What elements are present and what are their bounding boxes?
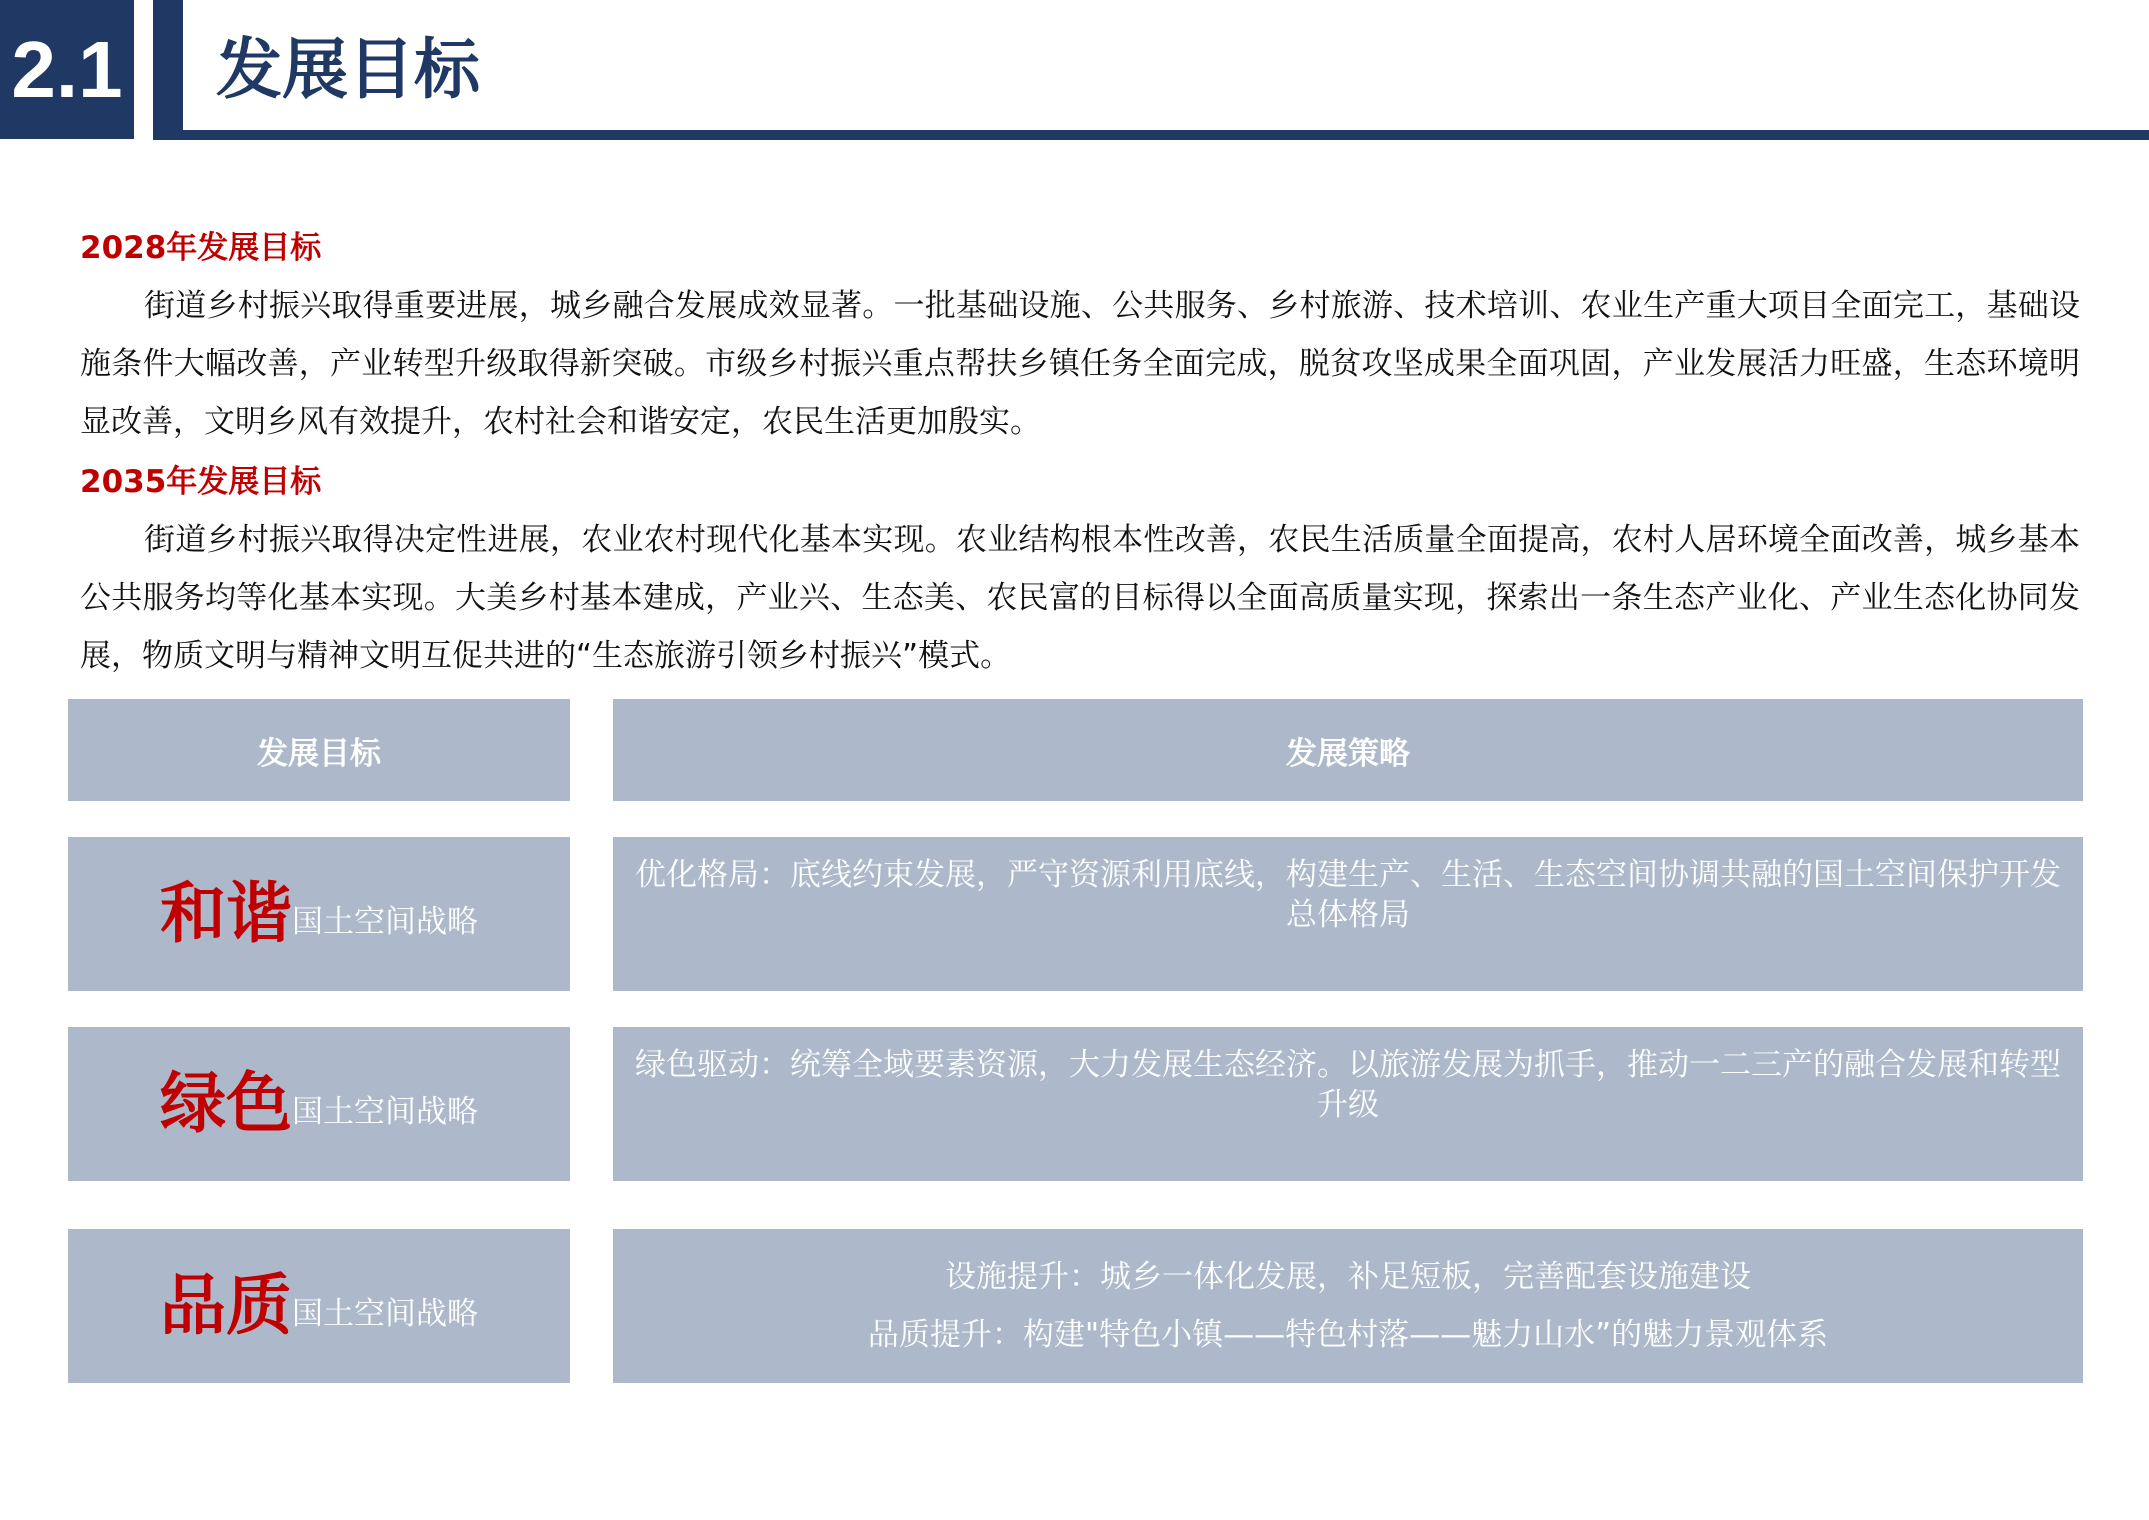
- page-title: 发展目标: [216, 31, 480, 108]
- keyword-suffix: 国土空间战略: [292, 1094, 478, 1130]
- section-number-badge: [0, 0, 134, 139]
- keyword-quality: 品质: [160, 1267, 292, 1344]
- goal-2035-heading: 2035年发展目标: [80, 464, 322, 500]
- table-header-strategy-label: 发展策略: [1286, 735, 1410, 772]
- goal-2035-text: 街道乡村振兴取得决定性进展，农业农村现代化基本实现。农业结构根本性改善，农民生活质量全面提高，农村人居环境全面改善，城乡基本公共服务均等化基本实现。大美乡村基本建成，产业兴、生态美、农民富的目标得以全面高质量实现，探索出一条生态产业化、产业生态化协同发展，物质文明与精神文明互促共进的“生态旅游引领乡村振兴”模式。: [80, 522, 2080, 674]
- table-row-harmony-goal: [68, 837, 570, 991]
- table-header-goal: [68, 699, 570, 801]
- strategy-text: 设施提升：城乡一体化发展，补足短板，完善配套设施建设: [945, 1259, 1751, 1295]
- keyword-green: 绿色: [160, 1065, 292, 1142]
- keyword-suffix: 国土空间战略: [292, 1296, 478, 1332]
- goal-2028-text: 街道乡村振兴取得重要进展，城乡融合发展成效显著。一批基础设施、公共服务、乡村旅游、技术培训、农业生产重大项目全面完工，基础设施条件大幅改善，产业转型升级取得新突破。市级乡村振兴重点帮扶乡镇任务全面完成，脱贫攻坚成果全面巩固，产业发展活力旺盛，生态环境明显改善，文明乡风有效提升，农村社会和谐安定，农民生活更加殷实。: [80, 288, 2080, 440]
- goal-2028-heading: 2028年发展目标: [80, 230, 322, 266]
- title-underline: [153, 130, 2149, 140]
- table-row-quality-goal: [68, 1229, 570, 1383]
- table-header-strategy: [613, 699, 2083, 801]
- section-number: 2.1: [11, 24, 123, 114]
- strategy-text: 绿色驱动：统筹全域要素资源，大力发展生态经济。以旅游发展为抓手，推动一二三产的融合发展和转型升级: [635, 1047, 2061, 1123]
- strategy-text: 优化格局：底线约束发展，严守资源利用底线，构建生产、生活、生态空间协调共融的国土空间保护开发总体格局: [635, 857, 2061, 933]
- table-row-quality-strategy: [613, 1229, 2083, 1383]
- strategy-text: 品质提升：构建"特色小镇——特色村落——魅力山水”的魅力景观体系: [867, 1317, 1829, 1353]
- table-row-green-goal: [68, 1027, 570, 1181]
- table-header-goal-label: 发展目标: [257, 735, 381, 772]
- table-row-green-strategy: [613, 1027, 2083, 1181]
- keyword-harmony: 和谐: [160, 875, 292, 952]
- table-row-harmony-strategy: [613, 837, 2083, 991]
- keyword-suffix: 国土空间战略: [292, 904, 478, 940]
- title-accent-bar: [153, 0, 183, 139]
